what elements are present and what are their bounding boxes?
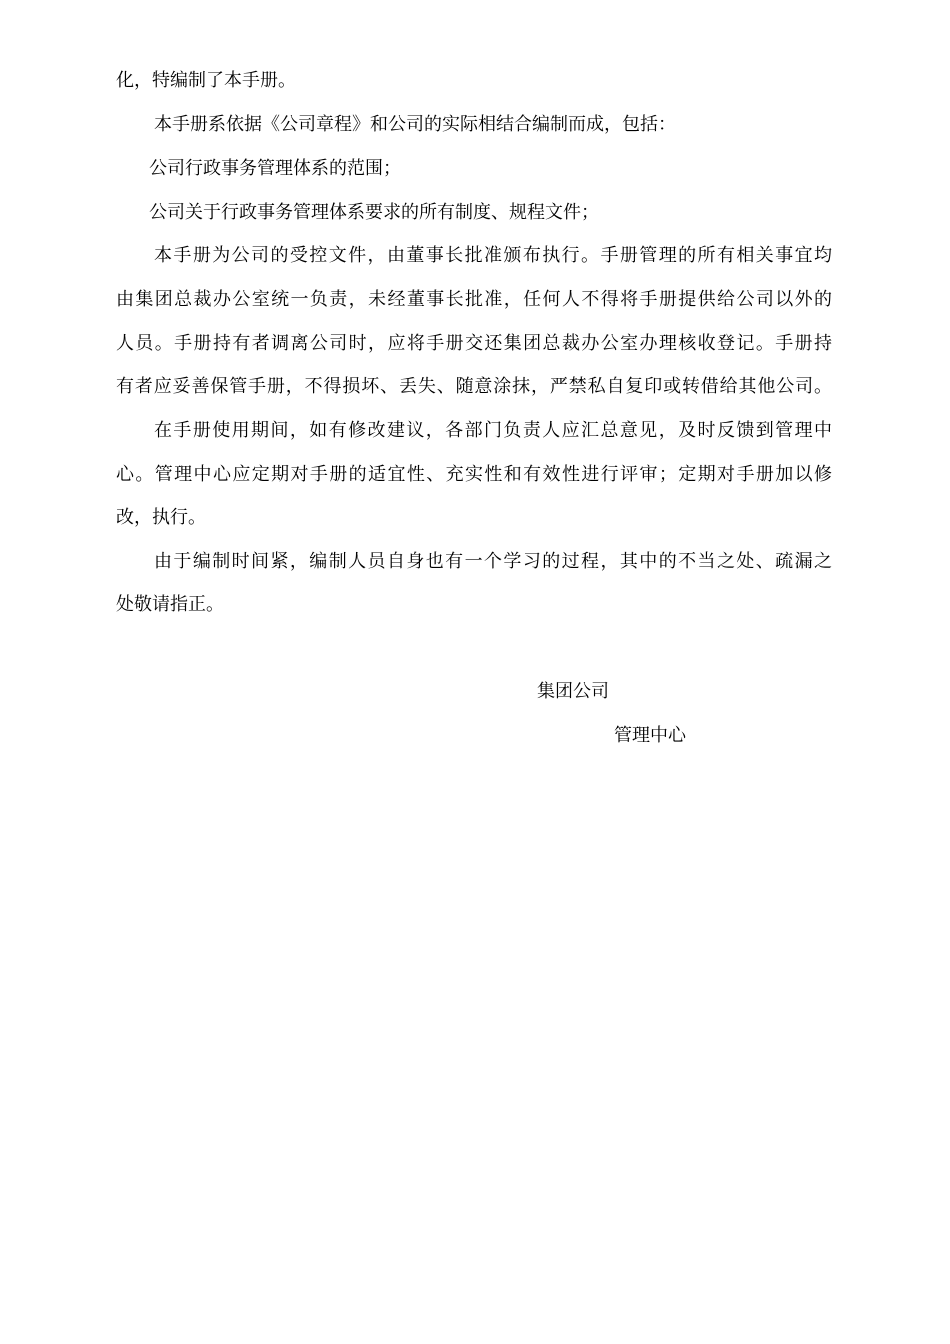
- paragraph-control-line-3: 人员。手册持有者调离公司时，应将手册交还集团总裁办公室办理核收登记。手册持: [116, 333, 832, 354]
- signature-company: 集团公司: [537, 681, 609, 702]
- paragraph-apology-line-1: 由于编制时间紧，编制人员自身也有一个学习的过程，其中的不当之处、疏漏之: [154, 551, 832, 572]
- paragraph-control-line-4: 有者应妥善保管手册，不得损坏、丢失、随意涂抹，严禁私自复印或转借给其他公司。: [116, 376, 832, 397]
- list-item-scope: 公司行政事务管理体系的范围；: [149, 158, 401, 179]
- paragraph-apology-line-2: 处敬请指正。: [116, 594, 224, 615]
- paragraph-revision-line-3: 改，执行。: [116, 507, 206, 528]
- signature-department: 管理中心: [614, 725, 686, 746]
- paragraph-revision-line-2: 心。管理中心应定期对手册的适宜性、充实性和有效性进行评审；定期对手册加以修: [116, 464, 832, 485]
- paragraph-control-line-1: 本手册为公司的受控文件，由董事长批准颁布执行。手册管理的所有相关事宜均: [154, 245, 832, 266]
- list-item-requirements: 公司关于行政事务管理体系要求的所有制度、规程文件；: [149, 202, 599, 223]
- paragraph-intro-continuation: 化，特编制了本手册。: [116, 70, 296, 91]
- paragraph-revision-line-1: 在手册使用期间，如有修改建议，各部门负责人应汇总意见，及时反馈到管理中: [154, 420, 832, 441]
- paragraph-basis: 本手册系依据《公司章程》和公司的实际相结合编制而成，包括：: [154, 114, 676, 135]
- paragraph-control-line-2: 由集团总裁办公室统一负责，未经董事长批准，任何人不得将手册提供给公司以外的: [116, 289, 832, 310]
